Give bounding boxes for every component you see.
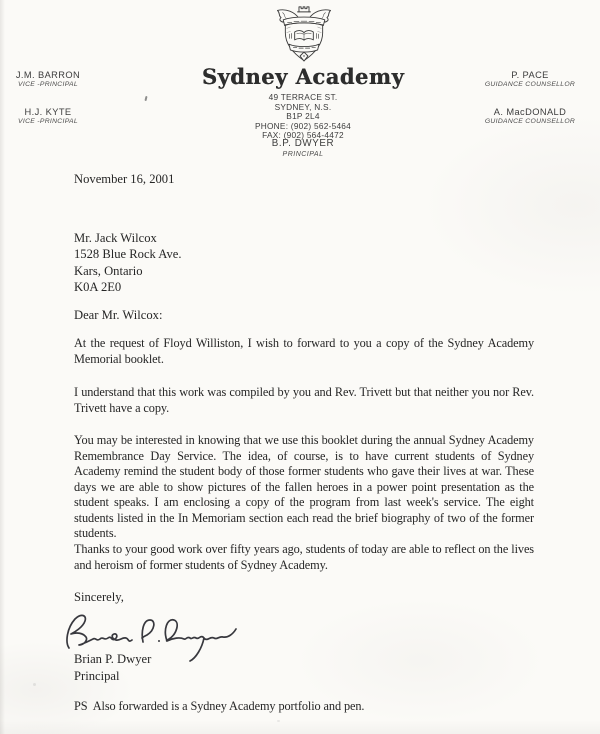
staff-name: J.M. BARRON xyxy=(15,70,81,80)
signature-block xyxy=(74,651,151,684)
staff-title: GUIDANCE COUNSELLOR xyxy=(484,81,576,88)
school-name: Sydney Academy xyxy=(201,64,405,89)
staff-vice-principal-1 xyxy=(0,70,103,88)
letter-date: November 16, 2001 xyxy=(74,172,175,186)
recipient-line: 1528 Blue Rock Ave. xyxy=(74,247,182,262)
body-paragraph-4: Thanks to your good work over fifty years ago, students of today are able to reflect on the lives and heroism of former students of Sydney Academy. xyxy=(74,542,534,572)
scan-speckle xyxy=(277,720,280,722)
staff-guidance-counsellor-1 xyxy=(475,70,585,88)
signed-title: Principal xyxy=(74,668,120,683)
postscript: PS Also forwarded is a Sydney Academy portfolio and pen. xyxy=(74,699,365,713)
signed-name: Brian P. Dwyer xyxy=(74,652,152,666)
recipient-line: Kars, Ontario xyxy=(74,263,143,278)
address-line: FAX: (902) 564-4472 xyxy=(262,130,344,141)
body-paragraph-2: I understand that this work was compiled by you and Rev. Trivett but that neither you nor Rev. Trivett have a copy. xyxy=(74,385,534,415)
address-line: SYDNEY, N.S. xyxy=(274,101,332,112)
staff-name: P. PACE xyxy=(511,70,549,80)
address-line: 49 TERRACE ST. xyxy=(268,92,338,102)
body-paragraph-1: At the request of Floyd Williston, I wish to forward to you a copy of the Sydney Academy Memorial booklet. xyxy=(74,336,534,366)
principal-title: PRINCIPAL xyxy=(282,151,324,158)
school-address xyxy=(177,93,429,141)
staff-title: VICE -PRINCIPAL xyxy=(18,118,78,125)
principal-name: B.P. DWYER xyxy=(271,138,335,149)
closing: Sincerely, xyxy=(74,590,124,604)
salutation: Dear Mr. Wilcox: xyxy=(74,308,163,322)
recipient-line: K0A 2E0 xyxy=(74,280,122,295)
letterhead-principal xyxy=(177,138,429,158)
recipient-line: Mr. Jack Wilcox xyxy=(74,231,157,245)
address-line: PHONE: (902) 562-5464 xyxy=(254,120,352,131)
staff-name: H.J. KYTE xyxy=(24,107,72,117)
staff-name: A. MacDONALD xyxy=(493,107,567,117)
body-paragraph-3: You may be interested in knowing that we use this booklet during the annual Sydney Academy Remembrance Day Service. The idea, of course, is to have current students of Sydney Academy remind the student body of those former students who gave their lives at war. These days we are able to show pictures of the fallen heroes in a power point presentation as the student speaks. I am enclosing a copy of the program from last week's service. The eight students listed in the In Memoriam section each read the brief biography of two of the former students. xyxy=(74,433,534,540)
staff-vice-principal-2 xyxy=(0,107,103,125)
scan-speckle xyxy=(144,96,147,101)
address-line: B1P 2L4 xyxy=(286,111,320,122)
staff-guidance-counsellor-2 xyxy=(475,107,585,125)
school-crest-icon xyxy=(268,4,340,70)
recipient-address xyxy=(74,230,182,296)
staff-title: GUIDANCE COUNSELLOR xyxy=(484,118,576,125)
scan-speckle xyxy=(33,683,36,686)
staff-title: VICE -PRINCIPAL xyxy=(18,81,78,88)
